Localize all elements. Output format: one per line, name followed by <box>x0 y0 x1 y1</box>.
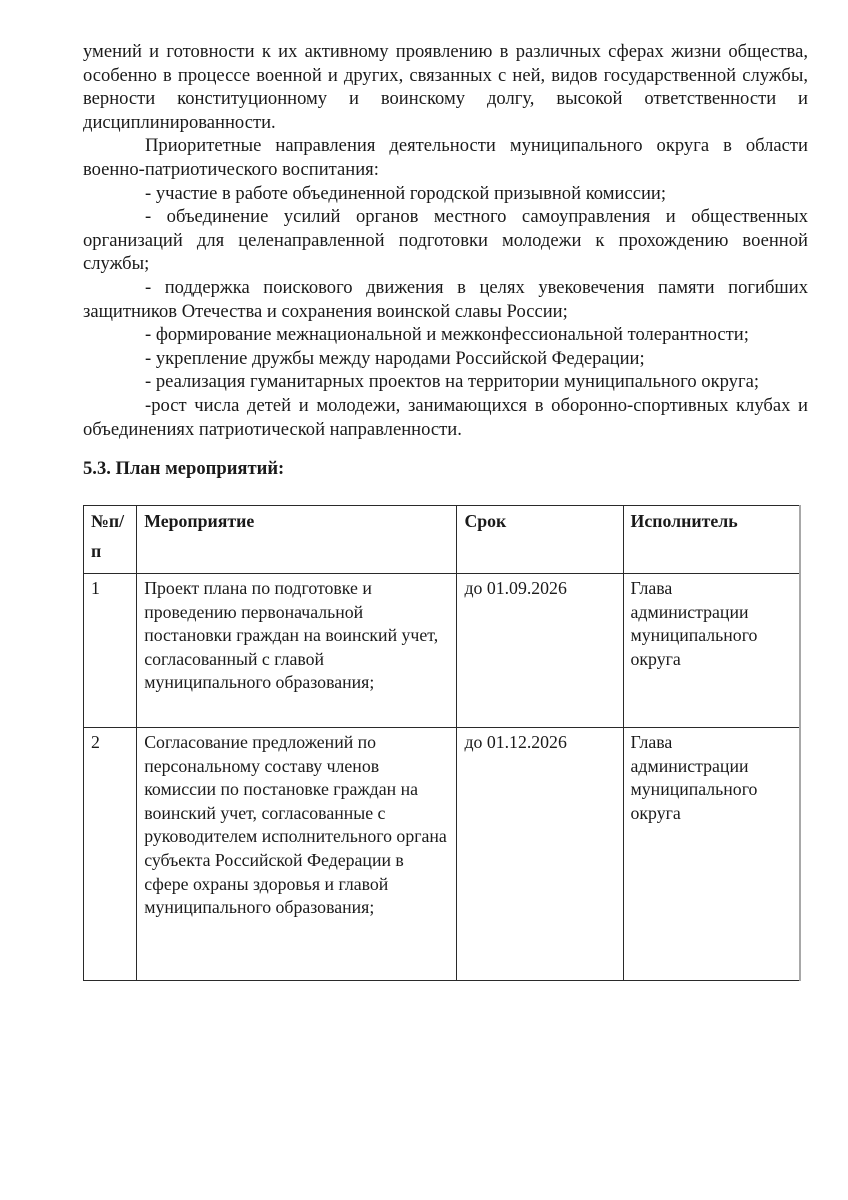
cell-executor: Глава администрации муниципального округа <box>623 574 800 728</box>
list-item-priority: - формирование межнациональной и межконфессиональной толерантности; <box>145 324 749 346</box>
section-title: 5.3. План мероприятий: <box>83 458 285 479</box>
cell-executor: Глава администрации муниципального округа <box>623 728 800 981</box>
cell-event: Проект плана по подготовке и проведению первоначальной постановки граждан на воинский учет, согласованный с главой муниципального образования; <box>137 574 457 728</box>
paragraph-intro: умений и готовности к их активному проявлению в различных сферах жизни общества, особенно в процессе военной и других, связанных с ней, видов государственной службы, верности конституционному и воинскому долгу, высокой ответственности и дисциплинированности. <box>83 41 808 133</box>
list-item-priority: - объединение усилий органов местного самоуправления и общественных организаций для целенаправленной подготовки молодежи к прохождению военной службы; <box>83 206 808 275</box>
header-num: №п/п <box>84 506 137 574</box>
cell-event: Согласование предложений по персональному составу членов комиссии по постановке граждан на воинский учет, согласованные с руководителем исполнительного органа субъекта Российской Федерации в сфере охраны здоровья и главой муниципального образования; <box>137 728 457 981</box>
list-item-priority: - участие в работе объединенной городской призывной комиссии; <box>145 182 667 204</box>
table-header-row <box>84 506 801 574</box>
table-row <box>84 728 801 981</box>
list-item-priority: -рост числа детей и молодежи, занимающихся в оборонно-спортивных клубах и объединениях патриотической направленности. <box>83 394 808 440</box>
cell-num: 1 <box>84 574 137 728</box>
cell-term: до 01.12.2026 <box>457 728 623 981</box>
list-item-priority: - поддержка поискового движения в целях увековечения памяти погибших защитников Отечества и сохранения воинской славы России; <box>83 276 808 322</box>
header-executor: Исполнитель <box>623 506 800 574</box>
header-event: Мероприятие <box>137 506 457 574</box>
plan-table <box>83 505 801 981</box>
document-body <box>83 40 808 441</box>
cell-num: 2 <box>84 728 137 981</box>
table-row <box>84 574 801 728</box>
header-term: Срок <box>457 506 623 574</box>
cell-term: до 01.09.2026 <box>457 574 623 728</box>
list-item-priority: - укрепление дружбы между народами Российской Федерации; <box>145 347 645 369</box>
paragraph-priorities-heading: Приоритетные направления деятельности муниципального округа в области военно-патриотического воспитания: <box>83 135 808 180</box>
list-item-priority: - реализация гуманитарных проектов на территории муниципального округа; <box>145 371 760 393</box>
